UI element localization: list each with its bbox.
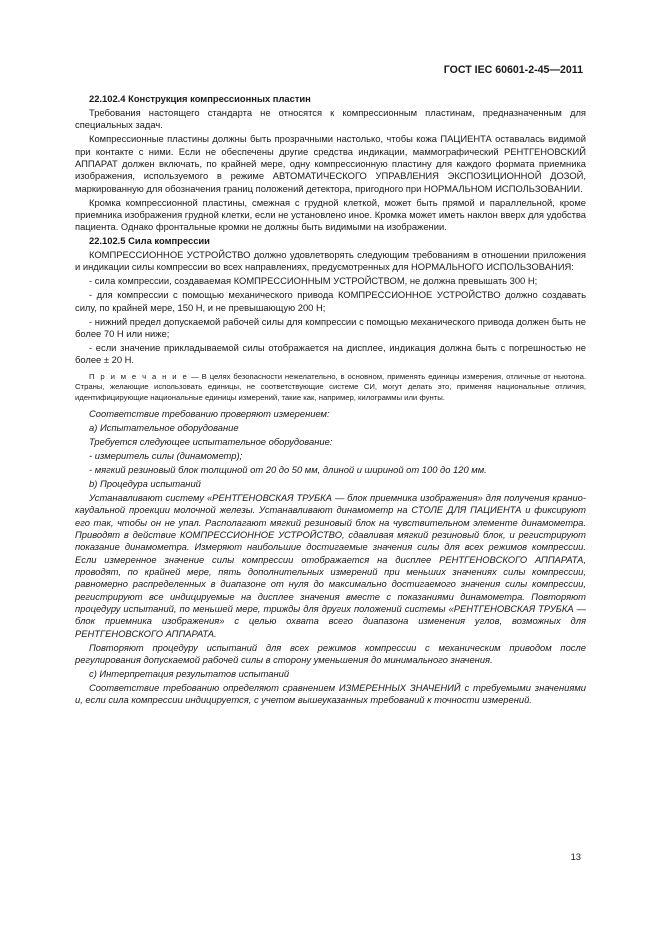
document-body	[75, 93, 586, 708]
list-item: - нижний предел допускаемой рабочей силы для компрессии с помощью механического привода должен быть не более 70 Н или ниже;	[75, 315, 586, 339]
document-code: ГОСТ IEC 60601-2-45—2011	[443, 64, 583, 76]
compliance-paragraph: Повторяют процедуру испытаний для всех режимов компрессии с механическим приводом после регулирования допускаемой рабочей силы в сторону уменьшения до минимального значения.	[75, 641, 586, 666]
note-text: — В целях безопасности нежелательно, в основном, применять единицы измерения, отличные от ньютона. Страны, желающие использовать единицы, не соответствующие системе СИ, могут делать это, применяя национальные отличия, идентифицирующие национальные единицы измерений, такие как, например, килограммы или фунты.	[75, 371, 586, 402]
compliance-paragraph: Соответствие требованию определяют сравнением ИЗМЕРЕННЫХ ЗНАЧЕНИЙ с требуемыми значениями и, если сила компрессии индицируется, с учетом вышеуказанных требований к точности измерений.	[75, 681, 586, 706]
list-item: - сила компрессии, создаваемая КОМПРЕССИОННЫМ УСТРОЙСТВОМ, не должна превышать 300 Н;	[89, 275, 538, 287]
list-item: - для компрессии с помощью механического привода КОМПРЕССИОННОЕ УСТРОЙСТВО должно создавать силу, по крайней мере, 150 Н, и не превышающую 200 Н;	[75, 289, 586, 313]
section-heading-22-102-5: 22.102.5 Сила компрессии	[89, 235, 210, 247]
compliance-list-item: - измеритель силы (динамометр);	[89, 450, 243, 462]
compliance-paragraph: Устанавливают систему «РЕНТГЕНОВСКАЯ ТРУБКА — блок приемника изображения» для получения кранио-каудальной проекции молочной железы. Устанавливают динамометр на СТОЛЕ ДЛЯ ПАЦИЕНТА и фиксируют его так, чтобы он не упал. Располагают мягкий резиновый блок на чувствительном элементе динамометра. Приводят в действие КОМПРЕССИОННОЕ УСТРОЙСТВО, сдавливая мягкий резиновый блок, и регистрируют показание динамометра. Измеряют наибольшие достигаемые значения силы для всех режимов компрессии. Если измеренное значение силы компрессии отображается на дисплее РЕНТГЕНОВСКОГО АППАРАТА, проводят, по крайней мере, пять дополнительных измерений при меньших значениях силы компрессии, равномерно распределенных в диапазоне от нуля до максимально достигаемого значения силы компрессии, регистрируют все индицируемые на дисплее значения вместе с показаниями динамометра. Повторяют процедуру испытаний, по меньшей мере, трижды для других положений системы «РЕНТГЕНОВСКАЯ ТРУБКА — блок приемника изображения» с целью охвата всего диапазона изменения углов, возможных для РЕНТГЕНОВСКОГО АППАРАТА.	[75, 491, 586, 639]
compliance-item-heading: a) Испытательное оборудование	[89, 422, 239, 434]
compliance-item-heading: b) Процедура испытаний	[89, 478, 201, 490]
page-number: 13	[570, 851, 581, 862]
compliance-item-heading: c) Интерпретация результатов испытаний	[89, 667, 290, 679]
list-item: - если значение прикладываемой силы отображается на дисплее, индикация должна быть с погрешностью не более ± 20 Н.	[75, 341, 586, 366]
section-heading-22-102-4: 22.102.4 Конструкция компрессионных пластин	[89, 93, 311, 104]
paragraph: Кромка компрессионной пластины, смежная с грудной клеткой, может быть прямой и параллельной, кроме приемника изображения грудной клетки, если не установлено иное. Кромка может иметь наклон вверх для удобства пациента. Однако фронтальные кромки не должны быть видимыми на изображении.	[75, 196, 586, 233]
compliance-paragraph: Требуется следующее испытательное оборудование:	[89, 436, 333, 448]
compliance-list-item: - мягкий резиновый блок толщиной от 20 до 50 мм, длиной и шириной от 100 до 120 мм.	[89, 464, 487, 476]
compliance-paragraph: Соответствие требованию проверяют измерением:	[89, 408, 330, 420]
paragraph: Требования настоящего стандарта не относятся к компрессионным пластинам, предназначенным для специальных задач.	[75, 106, 586, 131]
paragraph: КОМПРЕССИОННОЕ УСТРОЙСТВО должно удовлетворять следующим требованиям в отношении приложения и индикации силы компрессии во всех направлениях, предусмотренных для НОРМАЛЬНОГО ИСПОЛЬЗОВАНИЯ:	[75, 249, 586, 273]
paragraph: Компрессионные пластины должны быть прозрачными настолько, чтобы кожа ПАЦИЕНТА оставалась видимой при контакте с ними. Если не обеспечены другие средства индикации, маммографический РЕНТГЕНОВСКИЙ АППАРАТ должен включать, по крайней мере, одну компрессионную пластину для каждого формата приемника изображения, используемого в режиме АВТОМАТИЧЕСКОГО УПРАВЛЕНИЯ ЭКСПОЗИЦИОННОЙ ДОЗОЙ, маркированную для обозначения границ положений детектора, пригодного при НОРМАЛЬНОМ ИСПОЛЬЗОВАНИИ.	[75, 133, 586, 194]
note	[75, 372, 586, 404]
note-label: П р и м е ч а н и е	[89, 371, 189, 381]
